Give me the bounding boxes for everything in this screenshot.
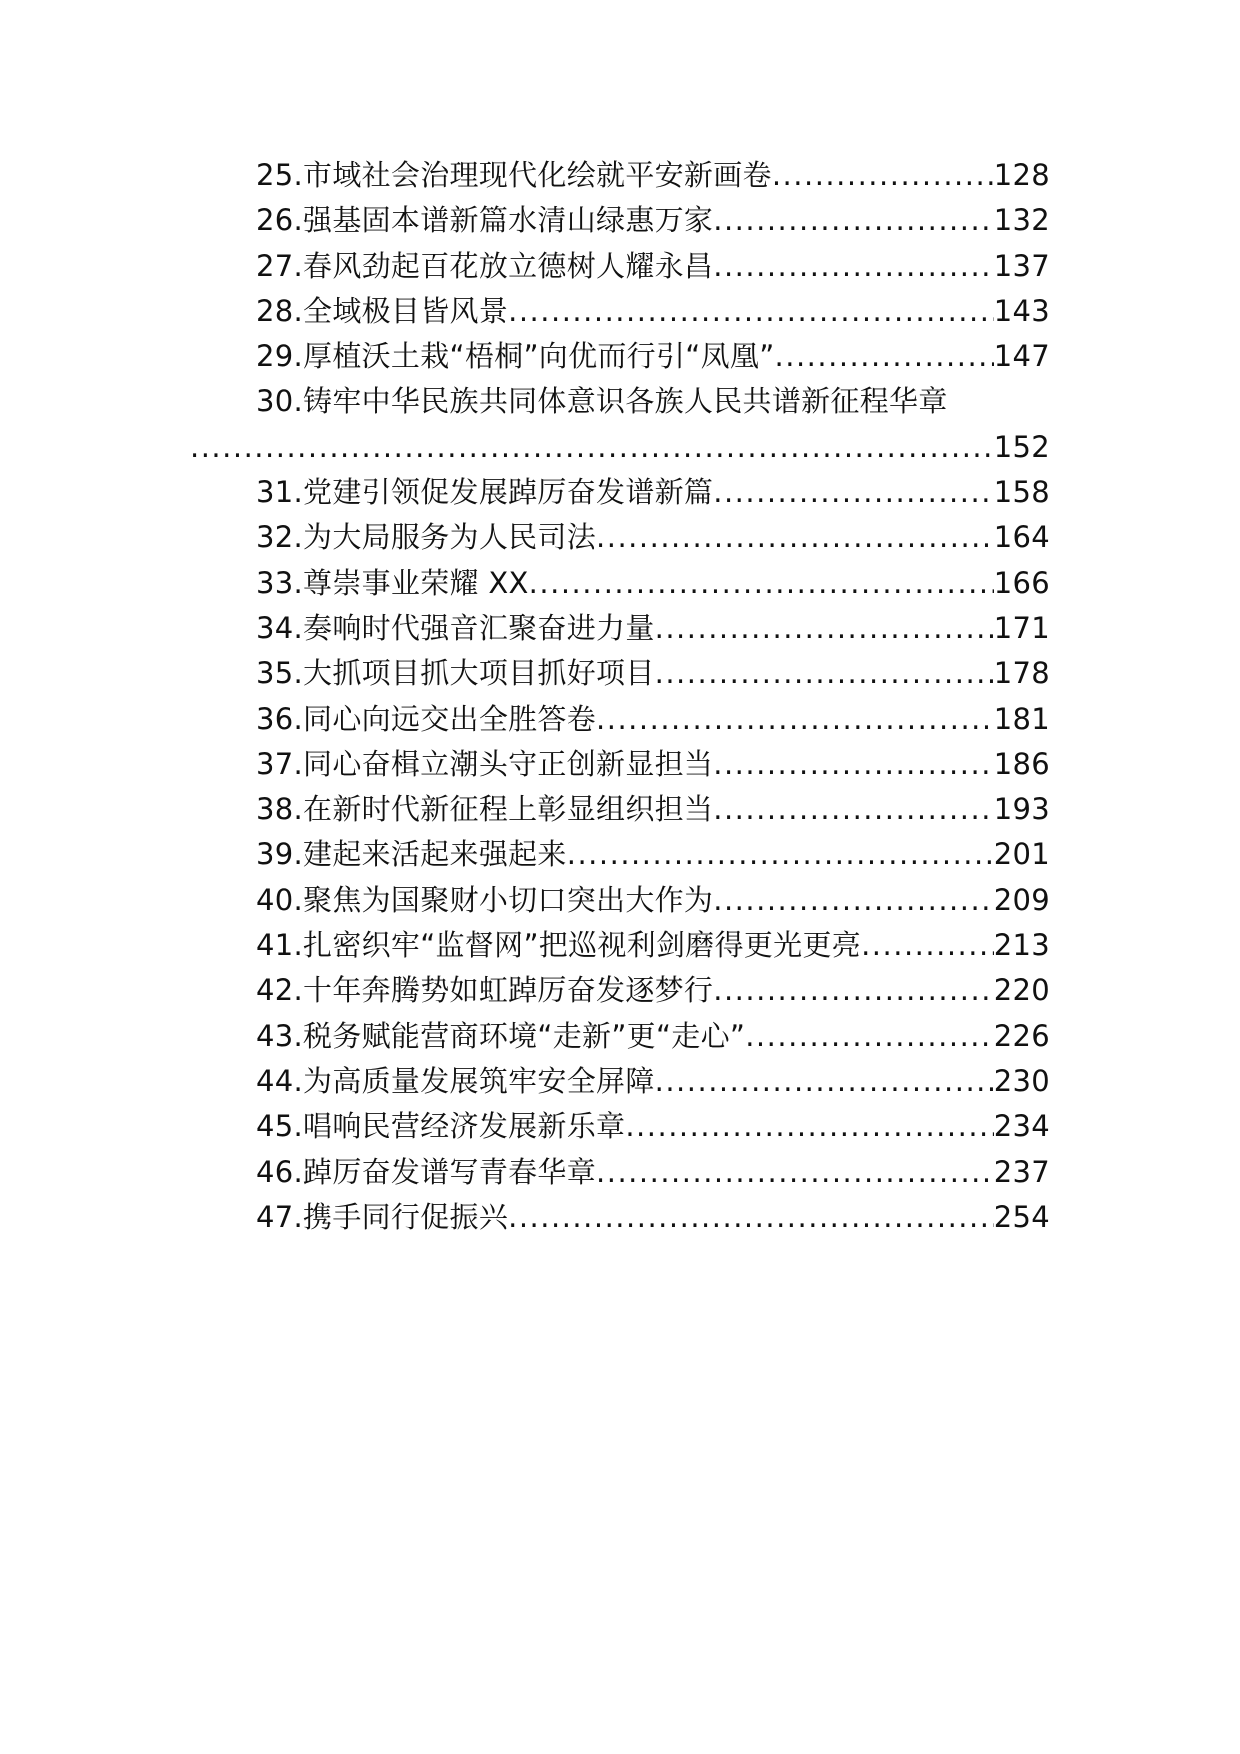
toc-entry[interactable] [190, 697, 1050, 742]
toc-entry-title: 47.携手同行促振兴 [256, 1195, 508, 1240]
toc-entry-page: 152 [994, 425, 1050, 470]
toc-entry-page: 193 [994, 787, 1050, 832]
dot-leader [775, 334, 994, 379]
toc-entry[interactable] [190, 606, 1050, 651]
toc-entry[interactable] [190, 968, 1050, 1013]
toc-entry-page: 201 [994, 832, 1050, 877]
toc-entry-title: 33.尊崇事业荣耀 XX [256, 561, 529, 606]
toc-entry[interactable] [190, 651, 1050, 696]
toc-entry[interactable] [190, 1059, 1050, 1104]
toc-entry-title: 25.市域社会治理现代化绘就平安新画卷 [256, 153, 772, 198]
toc-entry-title: 43.税务赋能营商环境“走新”更“走心” [256, 1014, 745, 1059]
toc-entry-title: 28.全域极目皆风景 [256, 289, 508, 334]
dot-leader [713, 470, 994, 515]
dot-leader [713, 968, 994, 1013]
dot-leader [713, 244, 994, 289]
toc-entry[interactable] [190, 198, 1050, 243]
toc-entry[interactable] [190, 1195, 1050, 1240]
toc-entry-continuation[interactable] [190, 425, 1050, 470]
toc-entry[interactable] [190, 561, 1050, 606]
dot-leader [655, 1059, 994, 1104]
toc-entry-title: 29.厚植沃土栽“梧桐”向优而行引“凤凰” [256, 334, 775, 379]
toc-entry-page: 147 [994, 334, 1050, 379]
toc-entry-title: 41.扎密织牢“监督网”把巡视利剑磨得更光更亮 [256, 923, 861, 968]
dot-leader [596, 1150, 994, 1195]
toc-entry-title: 26.强基固本谱新篇水清山绿惠万家 [256, 198, 713, 243]
toc-entry[interactable] [190, 742, 1050, 787]
toc-entry-title: 45.唱响民营经济发展新乐章 [256, 1104, 625, 1149]
toc-entry-page: 178 [994, 651, 1050, 696]
toc-entry-page: 143 [994, 289, 1050, 334]
toc-entry-page: 209 [994, 878, 1050, 923]
toc-entry-page: 132 [994, 198, 1050, 243]
toc-entry-page: 234 [994, 1104, 1050, 1149]
dot-leader [508, 289, 994, 334]
toc-entry-title: 27.春风劲起百花放立德树人耀永昌 [256, 244, 713, 289]
toc-entry-title: 36.同心向远交出全胜答卷 [256, 697, 596, 742]
toc-entry[interactable] [190, 334, 1050, 379]
toc-entry-page: 128 [994, 153, 1050, 198]
toc-entry[interactable] [190, 289, 1050, 334]
dot-leader [713, 878, 994, 923]
toc-entry-title: 38.在新时代新征程上彰显组织担当 [256, 787, 713, 832]
toc-entry[interactable] [190, 878, 1050, 923]
toc-entry[interactable] [190, 1104, 1050, 1149]
toc-entry-page: 164 [994, 515, 1050, 560]
dot-leader [655, 606, 994, 651]
toc-entry-page: 237 [994, 1150, 1050, 1195]
dot-leader [745, 1014, 994, 1059]
toc-entry-page: 186 [994, 742, 1050, 787]
dot-leader [190, 425, 994, 470]
toc-entry-title: 42.十年奔腾势如虹踔厉奋发逐梦行 [256, 968, 713, 1013]
toc-entry-page: 171 [994, 606, 1050, 651]
dot-leader [713, 742, 994, 787]
table-of-contents [190, 153, 1050, 1240]
toc-entry-title: 46.踔厉奋发谱写青春华章 [256, 1150, 596, 1195]
toc-entry-page: 166 [994, 561, 1050, 606]
dot-leader [713, 198, 994, 243]
toc-entry-page: 158 [994, 470, 1050, 515]
dot-leader [596, 515, 994, 560]
dot-leader [655, 651, 994, 696]
toc-entry[interactable] [190, 515, 1050, 560]
dot-leader [625, 1104, 993, 1149]
toc-entry[interactable] [190, 1014, 1050, 1059]
toc-entry-title: 30.铸牢中华民族共同体意识各族人民共谱新征程华章 [256, 379, 948, 424]
toc-entry[interactable] [190, 244, 1050, 289]
dot-leader [508, 1195, 994, 1240]
toc-entry-title: 35.大抓项目抓大项目抓好项目 [256, 651, 655, 696]
toc-entry[interactable] [190, 379, 1050, 424]
dot-leader [567, 832, 994, 877]
toc-entry[interactable] [190, 787, 1050, 832]
dot-leader [529, 561, 994, 606]
toc-entry-page: 181 [994, 697, 1050, 742]
toc-entry-title: 32.为大局服务为人民司法 [256, 515, 596, 560]
toc-entry[interactable] [190, 923, 1050, 968]
toc-entry-title: 44.为高质量发展筑牢安全屏障 [256, 1059, 655, 1104]
toc-entry-page: 254 [994, 1195, 1050, 1240]
toc-entry-title: 40.聚焦为国聚财小切口突出大作为 [256, 878, 713, 923]
toc-entry-title: 34.奏响时代强音汇聚奋进力量 [256, 606, 655, 651]
dot-leader [713, 787, 994, 832]
toc-entry-page: 226 [994, 1014, 1050, 1059]
dot-leader [861, 923, 994, 968]
toc-entry-title: 31.党建引领促发展踔厉奋发谱新篇 [256, 470, 713, 515]
toc-entry-title: 37.同心奋楫立潮头守正创新显担当 [256, 742, 713, 787]
toc-entry[interactable] [190, 470, 1050, 515]
toc-entry[interactable] [190, 153, 1050, 198]
dot-leader [772, 153, 994, 198]
toc-entry[interactable] [190, 1150, 1050, 1195]
toc-entry[interactable] [190, 832, 1050, 877]
toc-entry-title: 39.建起来活起来强起来 [256, 832, 567, 877]
toc-entry-page: 213 [994, 923, 1050, 968]
toc-entry-page: 230 [994, 1059, 1050, 1104]
toc-entry-page: 220 [994, 968, 1050, 1013]
dot-leader [596, 697, 994, 742]
toc-entry-page: 137 [994, 244, 1050, 289]
